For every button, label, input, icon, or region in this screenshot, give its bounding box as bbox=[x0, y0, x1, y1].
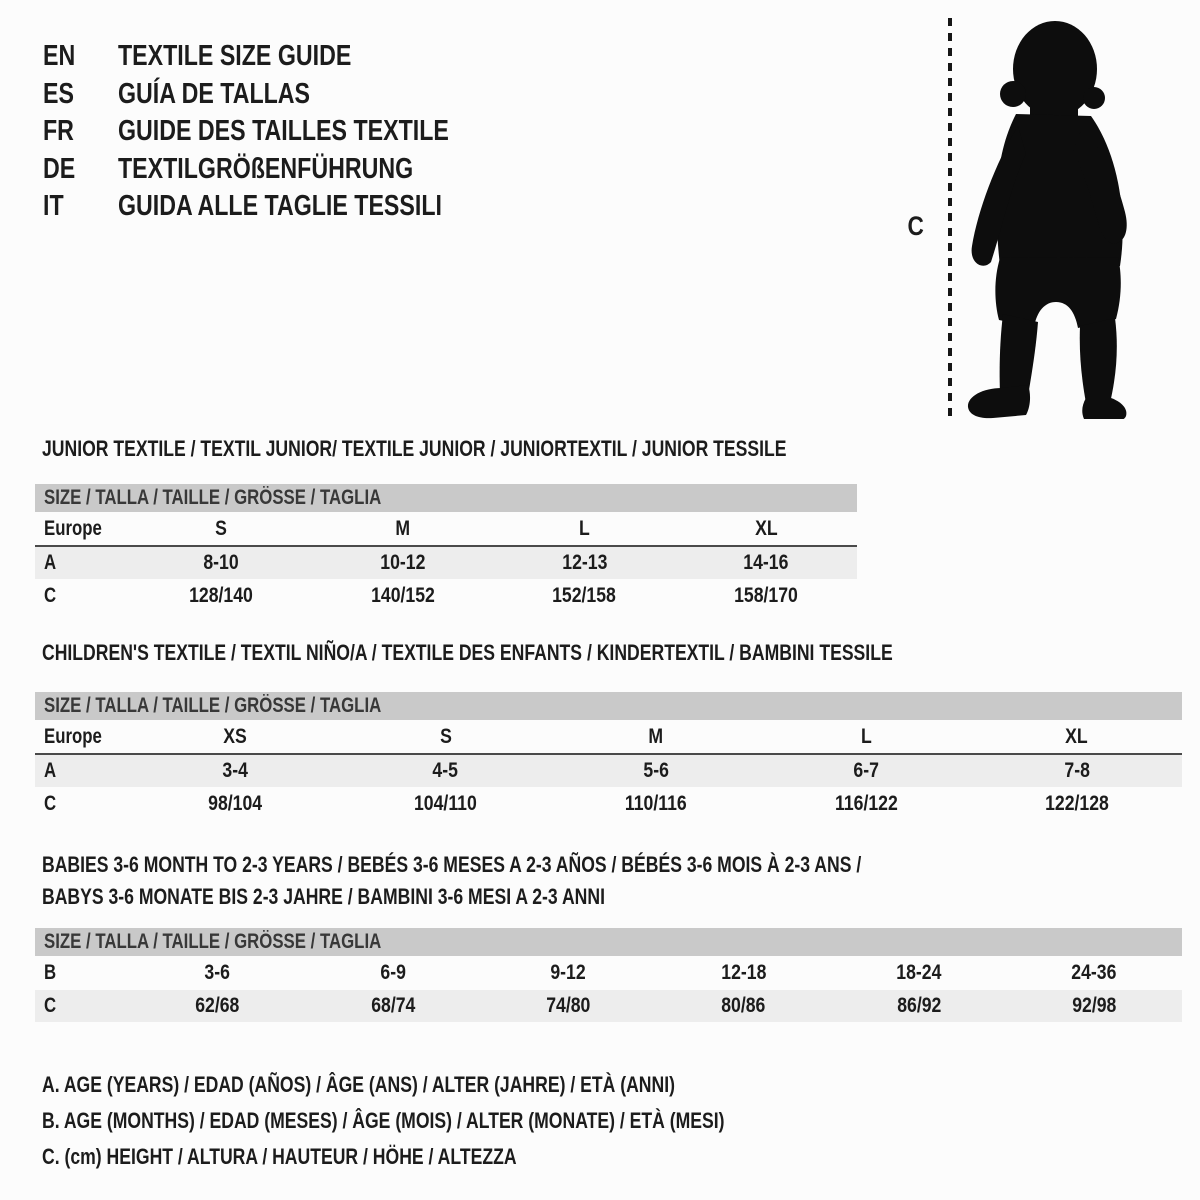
babies-section-title-line2: BABYS 3-6 MONATE BIS 2-3 JAHRE / BAMBINI 3-6 MESI A 2-3 ANNI bbox=[42, 883, 605, 909]
language-title: TEXTILE SIZE GUIDE bbox=[118, 40, 352, 73]
children-section-title: CHILDREN'S TEXTILE / TEXTIL NIÑO/A / TEXTILE DES ENFANTS / KINDERTEXTIL / BAMBINI TESSILE bbox=[42, 640, 893, 665]
row-label: B bbox=[44, 961, 57, 984]
row-label: C bbox=[44, 994, 57, 1017]
row-label: A bbox=[44, 551, 57, 574]
children-size-table bbox=[35, 692, 1182, 820]
age-cell: 9-12 bbox=[550, 961, 586, 984]
height-measure-label: C bbox=[907, 211, 924, 241]
age-cell: 3-6 bbox=[204, 961, 231, 984]
babies-section-title-line1: BABIES 3-6 MONTH TO 2-3 YEARS / BEBÉS 3-6 MESES A 2-3 AÑOS / BÉBÉS 3-6 MOIS À 2-3 ANS / bbox=[42, 852, 862, 877]
row-label: Europe bbox=[44, 516, 102, 540]
size-cell: XL bbox=[754, 516, 778, 540]
age-cell: 7-8 bbox=[1064, 759, 1090, 782]
height-cell: 116/122 bbox=[835, 791, 898, 815]
language-row-de bbox=[43, 151, 532, 189]
age-cell: 6-9 bbox=[380, 961, 406, 984]
size-cell: S bbox=[214, 516, 227, 540]
language-code: EN bbox=[43, 40, 76, 73]
height-cell: 122/128 bbox=[1044, 791, 1109, 815]
age-cell: 14-16 bbox=[743, 551, 789, 574]
size-header-bar: SIZE / TALLA / TAILLE / GRÖSSE / TAGLIA bbox=[35, 692, 1182, 720]
language-row-fr bbox=[43, 113, 532, 151]
height-cell: 104/110 bbox=[414, 791, 478, 815]
note-age-months: B. AGE (MONTHS) / EDAD (MESES) / ÂGE (MOIS) / ALTER (MONATE) / ETÀ (MESI) bbox=[42, 1108, 725, 1133]
size-header-bar: SIZE / TALLA / TAILLE / GRÖSSE / TAGLIA bbox=[35, 484, 857, 512]
table-row bbox=[35, 755, 1182, 787]
language-row-en bbox=[43, 38, 532, 76]
height-cell: 74/80 bbox=[546, 994, 591, 1017]
language-code: IT bbox=[43, 190, 64, 223]
language-code: FR bbox=[43, 115, 74, 148]
age-cell: 10-12 bbox=[380, 551, 426, 574]
age-cell: 5-6 bbox=[643, 759, 669, 782]
toddler-silhouette bbox=[958, 14, 1143, 419]
legend-notes bbox=[42, 1067, 895, 1175]
height-cell: 158/170 bbox=[734, 583, 799, 607]
table-row bbox=[35, 787, 1182, 820]
row-label: C bbox=[44, 583, 57, 607]
age-cell: 24-36 bbox=[1071, 961, 1117, 984]
language-title: GUÍA DE TALLAS bbox=[118, 77, 311, 110]
height-dashed-line bbox=[948, 18, 952, 416]
language-title-list bbox=[43, 38, 532, 226]
language-title: GUIDE DES TAILLES TEXTILE bbox=[118, 115, 449, 148]
table-row bbox=[35, 956, 1182, 990]
height-cell: 80/86 bbox=[721, 994, 766, 1017]
height-cell: 92/98 bbox=[1072, 994, 1117, 1017]
language-row-es bbox=[43, 76, 532, 114]
age-cell: 4-5 bbox=[432, 759, 459, 782]
language-row-it bbox=[43, 188, 532, 226]
language-title: TEXTILGRÖßENFÜHRUNG bbox=[118, 152, 414, 185]
row-label: C bbox=[44, 791, 57, 815]
language-title: GUIDA ALLE TAGLIE TESSILI bbox=[118, 190, 442, 223]
size-cell: L bbox=[578, 516, 590, 540]
table-row bbox=[35, 512, 857, 547]
height-cell: 152/158 bbox=[552, 583, 617, 607]
age-cell: 18-24 bbox=[896, 961, 942, 984]
size-cell: XL bbox=[1065, 724, 1089, 748]
height-cell: 110/116 bbox=[625, 791, 687, 815]
height-cell: 62/68 bbox=[195, 994, 240, 1017]
age-cell: 12-13 bbox=[561, 551, 607, 574]
size-cell: M bbox=[648, 724, 664, 748]
age-cell: 6-7 bbox=[853, 759, 880, 782]
age-cell: 3-4 bbox=[222, 759, 248, 782]
babies-size-table bbox=[35, 928, 1182, 1022]
height-cell: 86/92 bbox=[896, 994, 942, 1017]
junior-section-title: JUNIOR TEXTILE / TEXTIL JUNIOR/ TEXTILE JUNIOR / JUNIORTEXTIL / JUNIOR TESSILE bbox=[42, 436, 787, 461]
size-cell: M bbox=[395, 516, 410, 540]
language-code: ES bbox=[43, 77, 74, 110]
junior-size-table bbox=[35, 484, 857, 612]
note-age-years: A. AGE (YEARS) / EDAD (AÑOS) / ÂGE (ANS) / ALTER (JAHRE) / ETÀ (ANNI) bbox=[42, 1072, 675, 1097]
size-cell: XS bbox=[223, 724, 247, 748]
size-cell: S bbox=[439, 724, 452, 748]
size-cell: L bbox=[861, 724, 872, 748]
table-row bbox=[35, 579, 857, 612]
row-label: A bbox=[44, 759, 57, 782]
height-cell: 98/104 bbox=[208, 791, 263, 815]
table-row bbox=[35, 720, 1182, 755]
table-row bbox=[35, 547, 857, 579]
note-height-cm: C. (cm) HEIGHT / ALTURA / HAUTEUR / HÖHE / ALTEZZA bbox=[42, 1144, 517, 1169]
language-code: DE bbox=[43, 152, 76, 185]
height-cell: 128/140 bbox=[188, 583, 253, 607]
row-label: Europe bbox=[44, 724, 102, 748]
table-row bbox=[35, 990, 1182, 1022]
size-header-bar: SIZE / TALLA / TAILLE / GRÖSSE / TAGLIA bbox=[35, 928, 1182, 956]
height-cell: 140/152 bbox=[370, 583, 435, 607]
age-cell: 8-10 bbox=[203, 551, 239, 574]
height-cell: 68/74 bbox=[370, 994, 416, 1017]
age-cell: 12-18 bbox=[721, 961, 767, 984]
